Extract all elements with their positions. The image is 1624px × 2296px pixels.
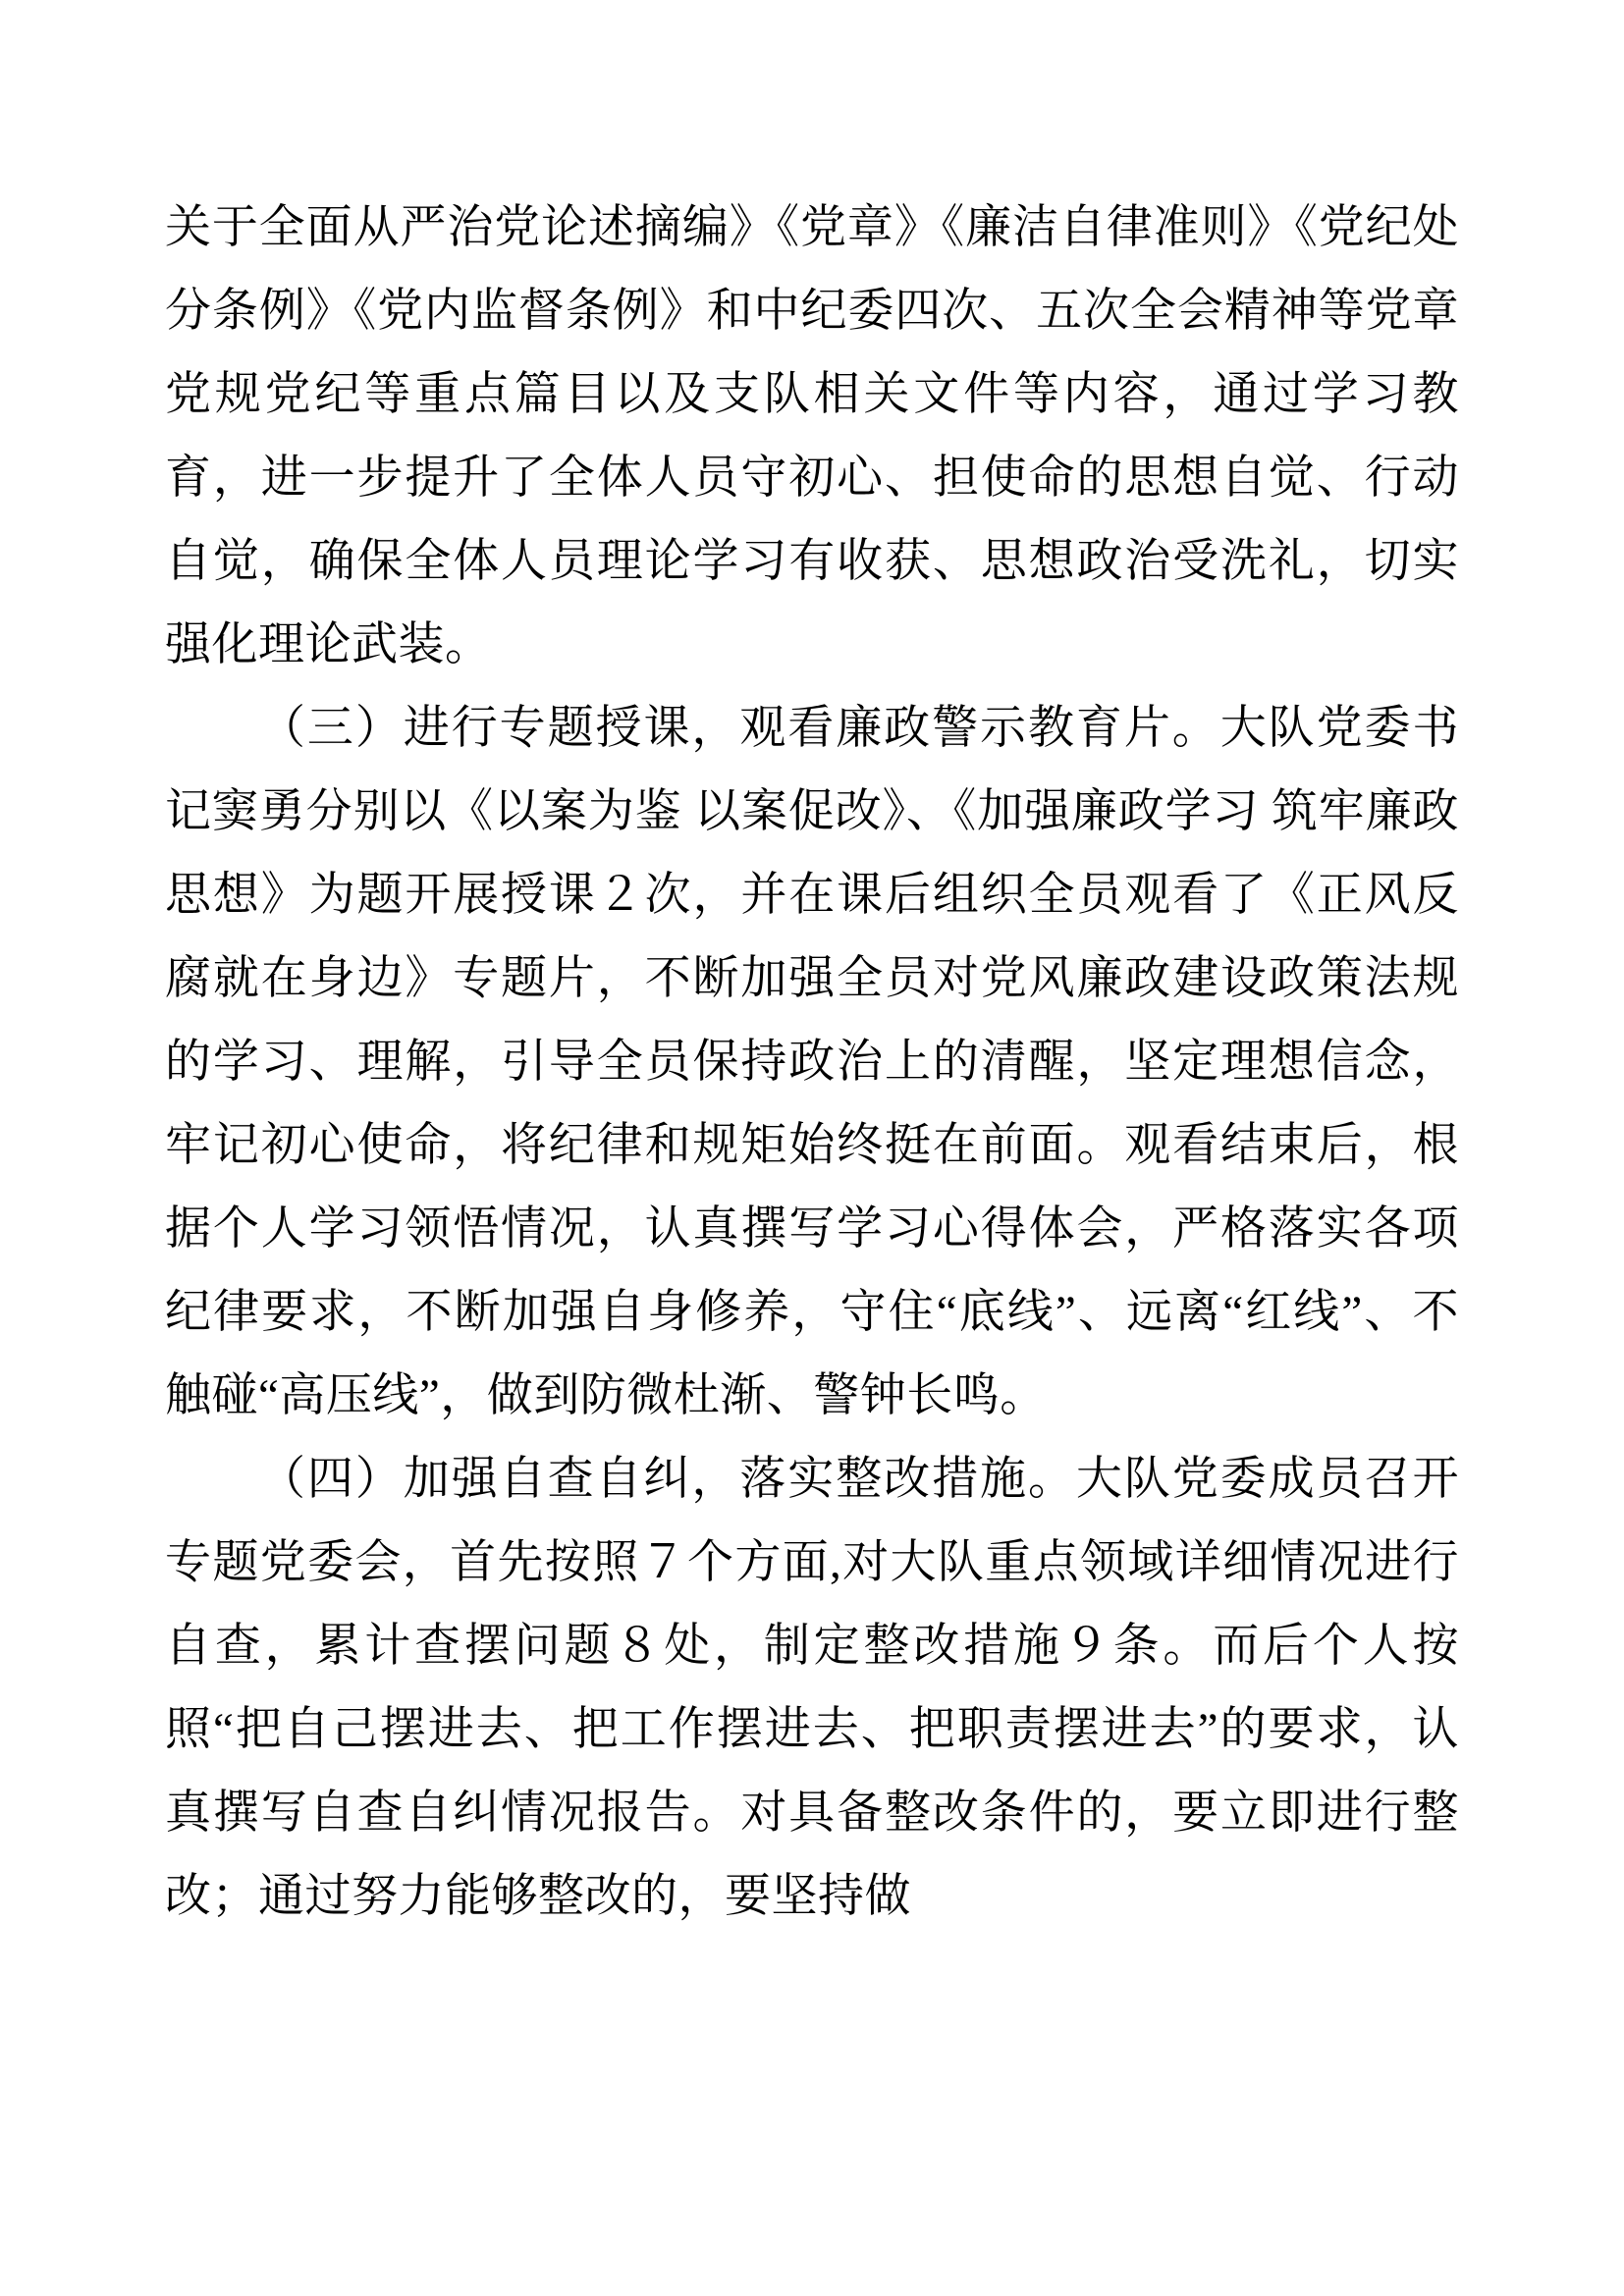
paragraph-section-four: （四）加强自查自纠，落实整改措施。大队党委成员召开专题党委会，首先按照７个方面,对大队重点领域详细情况进行自查，累计查摆问题８处，制定整改措施９条。而后个人按照“把自己摆进去、把工作摆进去、把职责摆进去”的要求，认真撰写自查自纠情况报告。对具备整改条件的，要立即进行整改；通过努力能够整改的，要坚持做 — [165, 1454, 1459, 1922]
paragraph-section-three: （三）进行专题授课，观看廉政警示教育片。大队党委书记窦勇分别以《以案为鉴 以案促改》、《加强廉政学习 筑牢廉政思想》为题开展授课２次，并在课后组织全员观看了《正风反腐就在身边》专题片，不断加强全员对党风廉政建设政策法规的学习、理解，引导全员保持政治上的清醒，坚定理想信念，牢记初心使命，将纪律和规矩始终挺在前面。观看结束后，根据个人学习领悟情况，认真撰写学习心得体会，严格落实各项纪律要求，不断加强自身修养，守住“底线”、远离“红线”、不触碰“高压线”，做到防微杜渐、警钟长鸣。 — [165, 703, 1459, 1421]
document-body — [165, 187, 1459, 1939]
paragraph-continued: 关于全面从严治党论述摘编》《党章》《廉洁自律准则》《党纪处分条例》《党内监督条例》和中纪委四次、五次全会精神等党章党规党纪等重点篇目以及支队相关文件等内容，通过学习教育，进一步提升了全体人员守初心、担使命的思想自觉、行动自觉，确保全体人员理论学习有收获、思想政治受洗礼，切实强化理论武装。 — [165, 202, 1459, 670]
